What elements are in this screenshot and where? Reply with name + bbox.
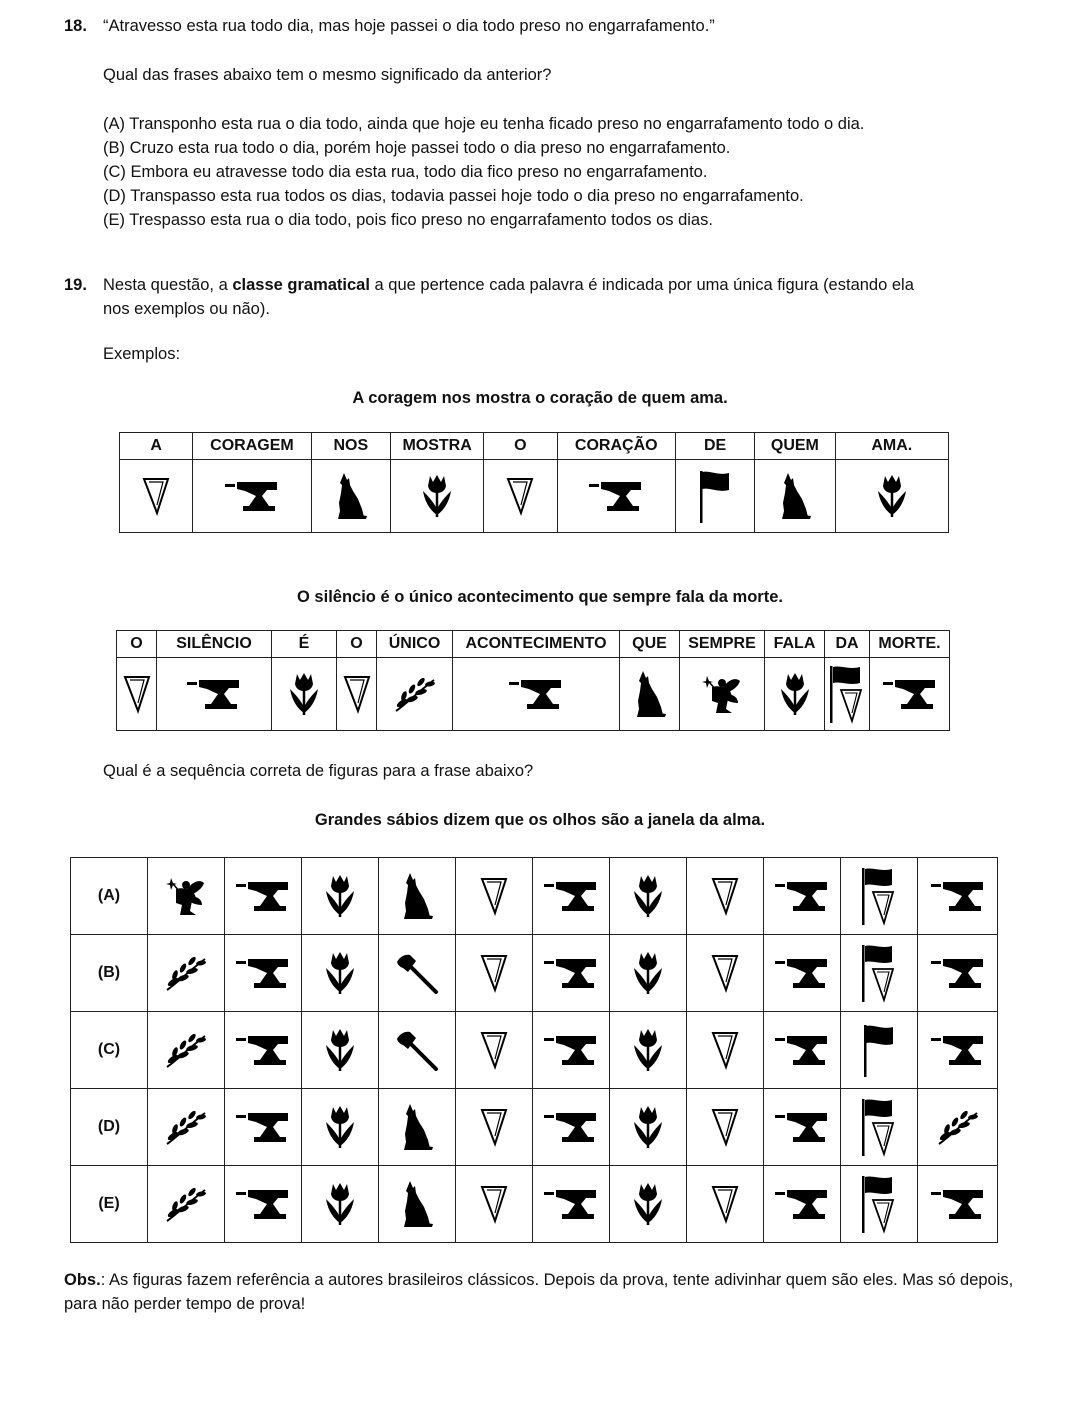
example1-figure-cell [311, 460, 390, 533]
example2-figure-cell [680, 658, 765, 731]
answer-option-row[interactable] [71, 1089, 998, 1166]
tulip-icon [630, 963, 666, 981]
anvil-icon [185, 684, 243, 702]
branch-icon [163, 963, 209, 981]
answer-figure-cell [841, 1166, 918, 1243]
example1-word: O [484, 433, 557, 460]
answer-figure-cell [764, 1089, 841, 1166]
triangle-icon [480, 963, 508, 981]
q19-number: 19. [64, 276, 87, 294]
answer-figure-cell [687, 935, 764, 1012]
answer-figure-cell [379, 935, 456, 1012]
flag-triangle-icon [859, 1117, 899, 1135]
flag-icon [860, 1040, 898, 1058]
answer-figure-cell [533, 1089, 610, 1166]
answer-option-row[interactable] [71, 935, 998, 1012]
branch-icon [163, 1040, 209, 1058]
answer-figure-cell [764, 858, 841, 935]
answer-figure-cell [764, 1166, 841, 1243]
example1-word: CORAÇÃO [557, 433, 675, 460]
axe-icon [394, 963, 440, 981]
tulip-icon [630, 886, 666, 904]
answer-option-label[interactable]: (A) [71, 858, 148, 935]
answer-figure-cell [302, 1089, 379, 1166]
example2-word: ÚNICO [377, 631, 453, 658]
answer-figure-cell [918, 858, 998, 935]
wolf-icon [400, 886, 434, 904]
example1-word: NOS [311, 433, 390, 460]
anvil-icon [773, 1194, 831, 1212]
tulip-icon [419, 486, 455, 504]
triangle-icon [343, 684, 371, 702]
answer-option-label[interactable]: (D) [71, 1089, 148, 1166]
example2-word: MORTE. [870, 631, 950, 658]
answer-figure-cell [456, 1089, 533, 1166]
q18-option-e: (E) Trespasso esta rua o dia todo, pois fico preso no engarrafamento todos os dias. [103, 211, 713, 229]
branch-icon [392, 684, 438, 702]
anvil-icon [234, 886, 292, 904]
q18-quote: “Atravesso esta rua todo dia, mas hoje passei o dia todo preso no engarrafamento.” [103, 17, 715, 35]
answer-figure-cell [456, 1166, 533, 1243]
answer-figure-cell [687, 1166, 764, 1243]
q19-intro-before: Nesta questão, a [103, 276, 233, 294]
example2-figure-cell [825, 658, 870, 731]
observation [64, 1271, 1013, 1290]
example2-word: O [337, 631, 377, 658]
example2-figure-cell [453, 658, 620, 731]
anvil-icon [881, 684, 939, 702]
q18-option-b: (B) Cruzo esta rua todo o dia, porém hoje passei todo o dia preso no engarrafamento. [103, 139, 731, 157]
answer-options-table [70, 857, 998, 1243]
example1-sentence: A coragem nos mostra o coração de quem ama. [352, 389, 728, 407]
anvil-icon [929, 1040, 987, 1058]
q18-option-c: (C) Embora eu atravesse todo dia esta rua, todo dia fico preso no engarrafamento. [103, 163, 708, 181]
example2-word: SILÊNCIO [157, 631, 272, 658]
example2-figure-cell [377, 658, 453, 731]
anvil-icon [507, 684, 565, 702]
anvil-icon [234, 1194, 292, 1212]
example2-figure-cell [272, 658, 337, 731]
tulip-icon [322, 963, 358, 981]
tulip-icon [630, 1194, 666, 1212]
example1-figure-cell [120, 460, 193, 533]
anvil-icon [929, 1194, 987, 1212]
obs-label: Obs. [64, 1271, 101, 1289]
answer-figure-cell [302, 1166, 379, 1243]
q18-option-d: (D) Transpasso esta rua todos os dias, todavia passei hoje todo o dia preso no engarrafamento. [103, 187, 804, 205]
example1-figure-cell [390, 460, 483, 533]
answer-figure-cell [610, 1089, 687, 1166]
example1-word: CORAGEM [193, 433, 311, 460]
wolf-icon [633, 684, 667, 702]
answer-figure-cell [687, 1089, 764, 1166]
branch-icon [163, 1117, 209, 1135]
anvil-icon [773, 886, 831, 904]
observation-line2: para não perder tempo de prova! [64, 1295, 306, 1313]
triangle-icon [480, 1194, 508, 1212]
answer-figure-cell [841, 935, 918, 1012]
answer-option-label[interactable]: (B) [71, 935, 148, 1012]
answer-figure-cell [918, 935, 998, 1012]
answer-figure-cell [379, 1089, 456, 1166]
anvil-icon [234, 963, 292, 981]
example1-figure-cell [835, 460, 948, 533]
q19-intro-bold: classe gramatical [232, 276, 370, 294]
triangle-icon [142, 486, 170, 504]
example1-table [119, 432, 949, 533]
anvil-icon [542, 1194, 600, 1212]
example2-word: DA [825, 631, 870, 658]
q19-intro-line2: nos exemplos ou não). [103, 300, 270, 318]
anvil-icon [773, 1117, 831, 1135]
example2-word: ACONTECIMENTO [453, 631, 620, 658]
tulip-icon [322, 1117, 358, 1135]
answer-figure-cell [533, 1166, 610, 1243]
tulip-icon [286, 684, 322, 702]
answer-option-row[interactable] [71, 1012, 998, 1089]
triangle-icon [711, 1040, 739, 1058]
example1-figure-cell [675, 460, 754, 533]
triangle-icon [480, 886, 508, 904]
answer-figure-cell [456, 935, 533, 1012]
answer-figure-cell [148, 935, 225, 1012]
triangle-icon [711, 886, 739, 904]
example2-word: É [272, 631, 337, 658]
triangle-icon [711, 1117, 739, 1135]
wolf-icon [400, 1194, 434, 1212]
answer-figure-cell [533, 858, 610, 935]
q18-question: Qual das frases abaixo tem o mesmo significado da anterior? [103, 66, 552, 84]
fairy-icon [702, 684, 742, 702]
anvil-icon [223, 486, 281, 504]
triangle-icon [711, 1194, 739, 1212]
answer-figure-cell [841, 1089, 918, 1166]
answer-figure-cell [533, 1012, 610, 1089]
answer-figure-cell [225, 935, 302, 1012]
example1-figure-cell [755, 460, 835, 533]
anvil-icon [234, 1117, 292, 1135]
answer-option-row[interactable] [71, 1166, 998, 1243]
fairy-icon [166, 886, 206, 904]
anvil-icon [773, 1040, 831, 1058]
answer-figure-cell [148, 1012, 225, 1089]
flag-icon [696, 486, 734, 504]
example1-figure-cell [193, 460, 311, 533]
branch-icon [935, 1117, 981, 1135]
anvil-icon [773, 963, 831, 981]
q19-intro-after: a que pertence cada palavra é indicada por uma única figura (estando ela [369, 276, 914, 294]
answer-figure-cell [456, 858, 533, 935]
answer-figure-cell [456, 1012, 533, 1089]
answer-figure-cell [764, 1012, 841, 1089]
answer-figure-cell [918, 1166, 998, 1243]
q19-intro [103, 276, 914, 295]
obs-text: : As figuras fazem referência a autores brasileiros clássicos. Depois da prova, tente adivinhar quem são eles. Mas só depois, [100, 1271, 1014, 1289]
triangle-icon [123, 684, 151, 702]
examples-label: Exemplos: [103, 345, 181, 363]
tulip-icon [630, 1117, 666, 1135]
anvil-icon [929, 963, 987, 981]
answer-figure-cell [687, 858, 764, 935]
answer-figure-cell [687, 1012, 764, 1089]
answer-figure-cell [764, 935, 841, 1012]
answer-figure-cell [918, 1012, 998, 1089]
answer-figure-cell [379, 1166, 456, 1243]
answer-figure-cell [379, 858, 456, 935]
anvil-icon [542, 1117, 600, 1135]
example2-sentence: O silêncio é o único acontecimento que sempre fala da morte. [297, 588, 783, 606]
anvil-icon [234, 1040, 292, 1058]
example1-word: AMA. [835, 433, 948, 460]
example1-word: DE [675, 433, 754, 460]
tulip-icon [322, 1040, 358, 1058]
answer-figure-cell [225, 1166, 302, 1243]
example2-table [116, 630, 950, 731]
answer-figure-cell [610, 1012, 687, 1089]
example1-word: A [120, 433, 193, 460]
example2-figure-cell [620, 658, 680, 731]
example1-figure-cell [484, 460, 557, 533]
anvil-icon [929, 886, 987, 904]
example2-figure-cell [765, 658, 825, 731]
triangle-icon [480, 1117, 508, 1135]
answer-figure-cell [841, 1012, 918, 1089]
axe-icon [394, 1040, 440, 1058]
example1-word: MOSTRA [390, 433, 483, 460]
answer-figure-cell [610, 858, 687, 935]
example2-word: SEMPRE [680, 631, 765, 658]
answer-figure-cell [610, 1166, 687, 1243]
wolf-icon [334, 486, 368, 504]
example2-word: FALA [765, 631, 825, 658]
anvil-icon [542, 963, 600, 981]
flag-triangle-icon [859, 886, 899, 904]
answer-figure-cell [148, 1089, 225, 1166]
q19-question: Qual é a sequência correta de figuras para a frase abaixo? [103, 762, 534, 780]
branch-icon [163, 1194, 209, 1212]
q18-number: 18. [64, 17, 87, 35]
triangle-icon [711, 963, 739, 981]
answer-figure-cell [225, 1012, 302, 1089]
answer-figure-cell [918, 1089, 998, 1166]
answer-option-label[interactable]: (C) [71, 1012, 148, 1089]
example2-word: QUE [620, 631, 680, 658]
wolf-icon [778, 486, 812, 504]
tulip-icon [322, 1194, 358, 1212]
example2-figure-cell [157, 658, 272, 731]
answer-figure-cell [225, 1089, 302, 1166]
example2-figure-cell [870, 658, 950, 731]
answer-figure-cell [302, 935, 379, 1012]
answer-figure-cell [225, 858, 302, 935]
example1-word: QUEM [755, 433, 835, 460]
answer-figure-cell [610, 935, 687, 1012]
tulip-icon [322, 886, 358, 904]
flag-triangle-icon [859, 1194, 899, 1212]
example2-figure-cell [117, 658, 157, 731]
tulip-icon [874, 486, 910, 504]
target-sentence: Grandes sábios dizem que os olhos são a janela da alma. [314, 811, 766, 829]
anvil-icon [542, 886, 600, 904]
wolf-icon [400, 1117, 434, 1135]
answer-figure-cell [302, 1012, 379, 1089]
answer-figure-cell [379, 1012, 456, 1089]
example1-figure-cell [557, 460, 675, 533]
tulip-icon [630, 1040, 666, 1058]
flag-triangle-icon [827, 684, 867, 702]
example2-figure-cell [337, 658, 377, 731]
tulip-icon [777, 684, 813, 702]
anvil-icon [542, 1040, 600, 1058]
answer-option-label[interactable]: (E) [71, 1166, 148, 1243]
answer-option-row[interactable] [71, 858, 998, 935]
answer-figure-cell [302, 858, 379, 935]
triangle-icon [506, 486, 534, 504]
answer-figure-cell [841, 858, 918, 935]
answer-figure-cell [148, 1166, 225, 1243]
q18-option-a: (A) Transponho esta rua o dia todo, ainda que hoje eu tenha ficado preso no engarrafamento todo o dia. [103, 115, 865, 133]
answer-figure-cell [533, 935, 610, 1012]
triangle-icon [480, 1040, 508, 1058]
anvil-icon [587, 486, 645, 504]
answer-figure-cell [148, 858, 225, 935]
flag-triangle-icon [859, 963, 899, 981]
example2-word: O [117, 631, 157, 658]
